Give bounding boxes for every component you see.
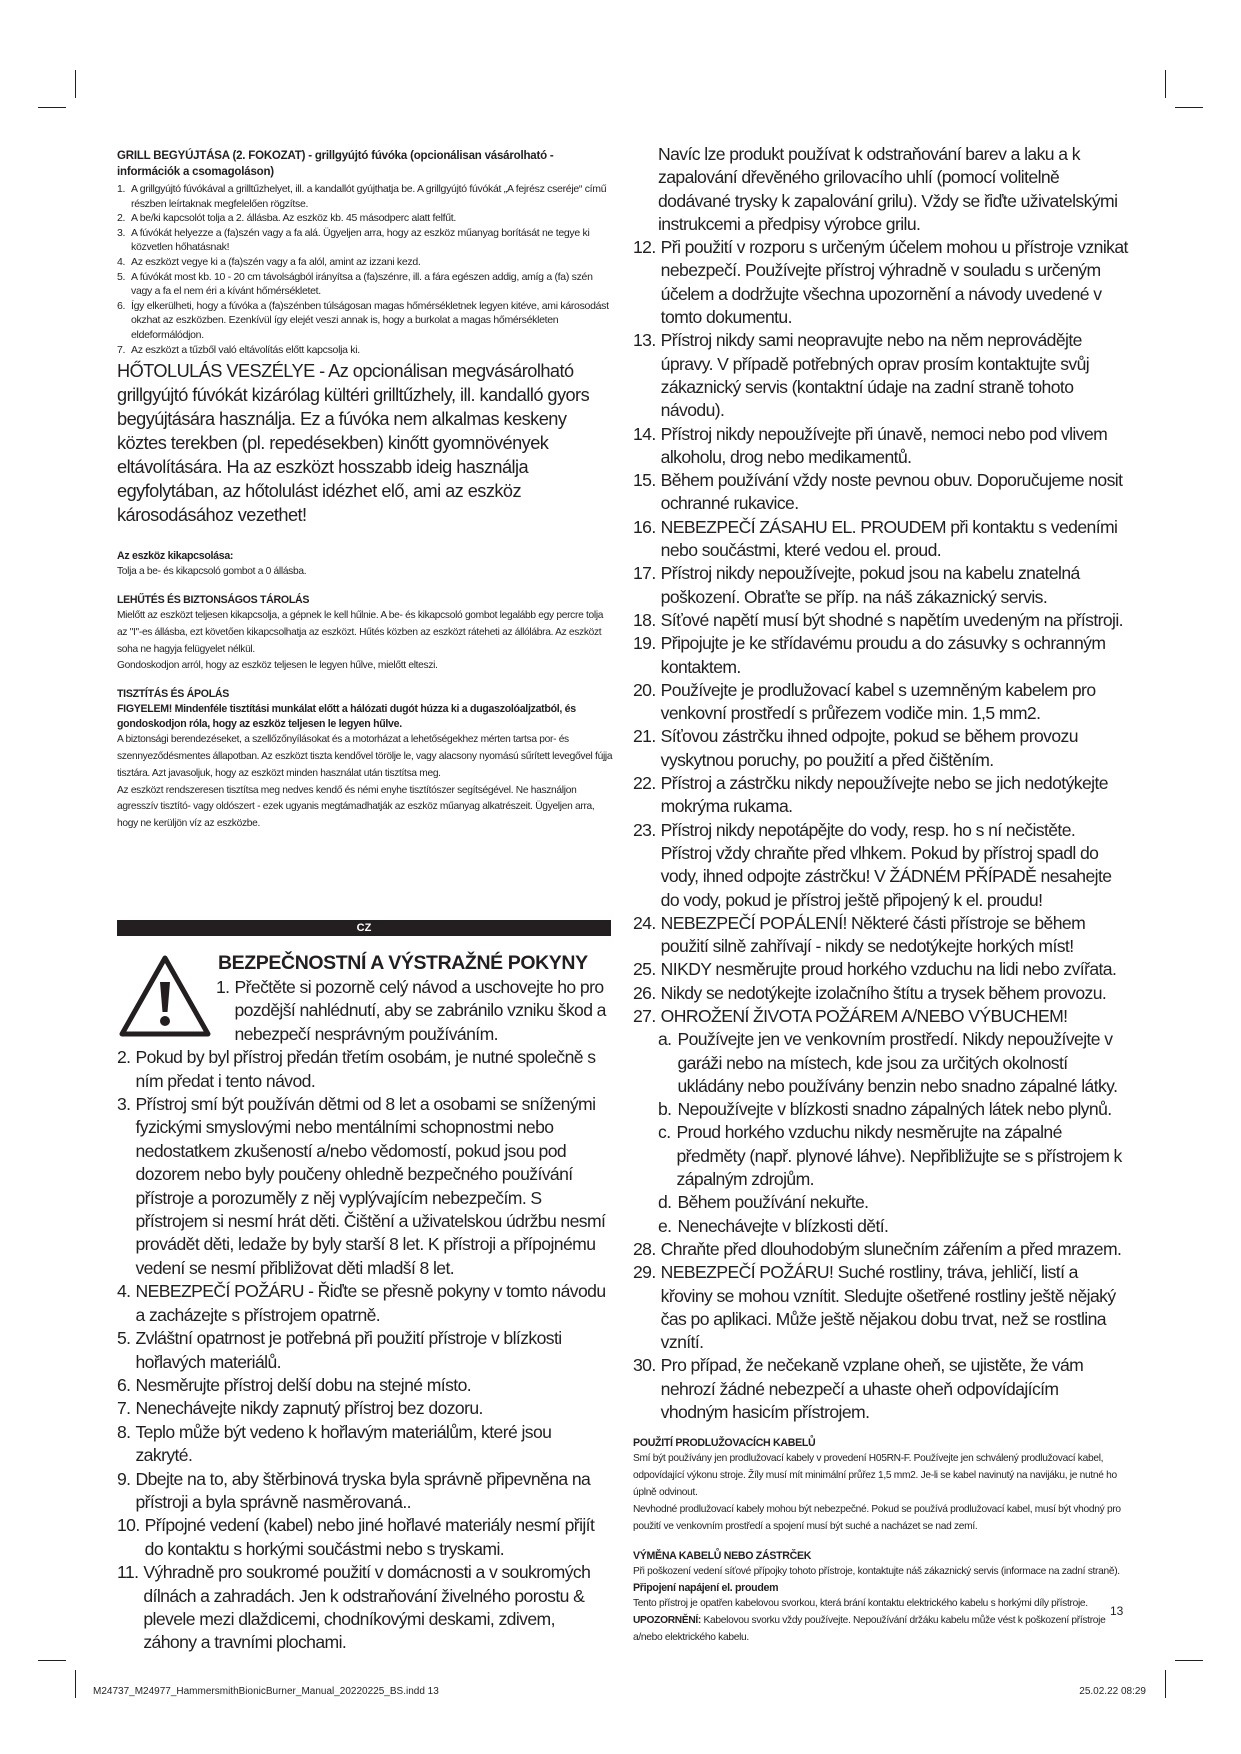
cz-safety-item xyxy=(633,1238,1129,1261)
cz-safety-text: Během používání vždy noste pevnou obuv. Doporučujeme nosit ochranné rukavice. xyxy=(660,470,1123,514)
grill-step-item xyxy=(117,255,613,270)
cz-safety-number: 24. xyxy=(633,912,656,933)
cz-safety-number: 10. xyxy=(117,1515,140,1536)
cz-safety-item xyxy=(633,469,1129,516)
grill-step-number: 1. xyxy=(117,183,126,195)
power-text: Tento přístroj je opatřen kabelovou svorkou, která brání kontaktu elektrického kabelu s horkými díly přístroje. xyxy=(633,1598,1088,1610)
cz-sub-number: d. xyxy=(658,1192,672,1213)
grill-step-text: Így elkerülheti, hogy a fúvóka a (fa)szénben túlságosan magas hőmérsékletnek legyen kitéve, ami károsodást okzhat az eszközben. Ezenkívül így elejét veszi annak is, hogy a burkolat a magas hőmérsékleten eldeformálódjon. xyxy=(131,299,609,341)
cz-safety-item xyxy=(117,1280,611,1327)
cz-safety-item xyxy=(633,516,1129,563)
cz-sub-number: b. xyxy=(658,1099,672,1120)
grill-step-number: 6. xyxy=(117,299,126,312)
cz-safety-item xyxy=(633,632,1129,679)
cz-safety-item xyxy=(633,725,1129,772)
cz-sub-list xyxy=(633,1028,1129,1238)
cz-safety-item xyxy=(633,912,1129,959)
cz-safety-number: 3. xyxy=(117,1094,131,1115)
cooling-text-2: Gondoskodjon arról, hogy az eszköz teljesen le legyen hűlve, mielőtt elteszi. xyxy=(117,660,438,672)
cz-sub-text: Používejte jen ve venkovním prostředí. Nikdy nepoužívejte v garáži nebo na místech, kde jsou za určitých okolností ukládány nebo používány benzin nebo snadno zápalné látky. xyxy=(677,1029,1118,1096)
cz-safety-text: OHROŽENÍ ŽIVOTA POŽÁREM A/NEBO VÝBUCHEM! xyxy=(660,1005,1068,1026)
cz-sub-number: a. xyxy=(658,1029,672,1050)
cz-safety-item xyxy=(117,1397,611,1420)
cz-sub-text: Během používání nekuřte. xyxy=(677,1192,869,1213)
cz-sub-text: Proud horkého vzduchu nikdy nesměrujte na zápalné předměty (např. plynové láhve). Nepřibližujte se s přístrojem k zápalným zdrojům. xyxy=(676,1122,1122,1190)
cz-safety-number: 19. xyxy=(633,633,656,654)
cz-sub-item xyxy=(633,1191,1129,1214)
cz-safety-text: Přečtěte si pozorně celý návod a uschovejte ho pro pozdější nahlédnutí, aby se zabránilo vzniku škod a nebezpečí nesprávným používáním. xyxy=(234,977,606,1044)
cz-safety-item xyxy=(117,1374,611,1397)
cz-safety-item xyxy=(633,982,1129,1005)
cz-safety-number: 25. xyxy=(633,959,656,980)
cz-sub-number: c. xyxy=(658,1122,671,1143)
overheat-warning: HŐTOLULÁS VESZÉLYE - Az opcionálisan megvásárolható grillgyújtó fúvókát kizárólag kültéri grilltűzhely, ill. kandalló gyors begyújtására használja. Ez a fúvóka nem alkalmas keskeny köztes terekben (pl. repedésekben) kinőtt gyomnövények eltávolítására. Ha az eszközt hosszabb ideig használja egyfolytában, az hőtolulást idézhet elő, ami az eszköz károsodásához vezethet! xyxy=(117,361,590,526)
cz-safety-item xyxy=(117,976,611,1046)
language-bar-cz: CZ xyxy=(117,920,611,936)
cz-safety-text: Chraňte před dlouhodobým slunečním zářením a před mrazem. xyxy=(660,1238,1122,1259)
cz-safety-text: NIKDY nesměrujte proud horkého vzduchu na lidi nebo zvířata. xyxy=(660,959,1117,980)
cz-safety-text: Dbejte na to, aby štěrbinová tryska byla správně připevněna na přístroji a byla správně nasměrovaná.. xyxy=(135,1468,591,1512)
cooling-heading: LEHŰTÉS ÉS BIZTONSÁGOS TÁROLÁS xyxy=(117,593,310,606)
cz-safety-text: Při použití v rozporu s určeným účelem mohou u přístroje vznikat nebezpečí. Používejte přístroj výhradně v souladu s určeným účelem a dodržujte všechna upozornění a návody uvedené v tomto dokumentu. xyxy=(660,237,1128,328)
grill-step-text: A fúvókát most kb. 10 - 20 cm távolságból irányítsa a (fa)szénre, ill. a fára egészen addig, amíg a (fa) szén vagy a fa el nem éri a kívánt hőmérsékletet. xyxy=(131,270,593,298)
cz-safety-number: 15. xyxy=(633,470,656,491)
note-label: UPOZORNĚNÍ: xyxy=(633,1614,702,1626)
cz-sub-item xyxy=(633,1215,1129,1238)
cz-safety-item xyxy=(117,1327,611,1374)
cz-safety-item xyxy=(633,958,1129,981)
cz-safety-number: 27. xyxy=(633,1005,656,1026)
off-text: Tolja a be- és kikapcsoló gombot a 0 állásba. xyxy=(117,566,307,578)
cz-safety-number: 20. xyxy=(633,679,656,700)
cz-safety-item xyxy=(633,329,1129,422)
grill-step-number: 4. xyxy=(117,255,126,268)
cz-safety-text: Síťové napětí musí být shodné s napětím uvedeným na přístroji. xyxy=(660,609,1123,630)
grill-step-number: 2. xyxy=(117,212,126,225)
cz-sub-text: Nenechávejte v blízkosti dětí. xyxy=(677,1215,889,1236)
cable-heading: VÝMĚNA KABELŮ NEBO ZÁSTRČEK xyxy=(633,1550,812,1563)
crop-mark xyxy=(75,1670,76,1698)
cz-safety-item xyxy=(117,1421,611,1468)
cz-safety-number: 7. xyxy=(117,1398,131,1419)
grill-step-text: A grillgyújtó fúvókával a grilltűzhelyet, ill. a kandallót gyújthatja be. A grillgyújtó fúvókát „A fejrész cseréje“ című részben leírtaknak megfelelően rögzítse. xyxy=(131,183,607,210)
extension-text: Smí být používány jen prodlužovací kabely v provedení H05RN-F. Používejte jen schválený prodlužovací kabel, odpovídající výkonu stroje. Žíly musí mít minimální průřez 1,5 mm2. Je-li se kabel navinutý na navijáku, je nutné ho úplně odvinout. xyxy=(633,1453,1117,1498)
cz-safety-item xyxy=(633,562,1129,609)
cz-safety-item xyxy=(633,1005,1129,1028)
cz-sub-item xyxy=(633,1028,1129,1098)
cz-safety-number: 9. xyxy=(117,1468,131,1489)
crop-mark xyxy=(75,70,76,98)
cz-safety-item xyxy=(633,679,1129,726)
off-heading: Az eszköz kikapcsolása: xyxy=(117,550,234,563)
cz-safety-number: 5. xyxy=(117,1328,131,1349)
cz-safety-number: 13. xyxy=(633,330,656,351)
cz-safety-number: 14. xyxy=(633,423,656,444)
grill-step-number: 5. xyxy=(117,270,126,283)
grill-step-number: 3. xyxy=(117,226,126,239)
crop-mark xyxy=(1175,1660,1203,1661)
cz-safety-text: Používejte je prodlužovací kabel s uzemněným kabelem pro venkovní prostředí s průřezem vodiče min. 1,5 mm2. xyxy=(660,679,1096,724)
cz-safety-item xyxy=(117,1046,611,1093)
cz-safety-number: 1. xyxy=(216,977,230,997)
cz-safety-item xyxy=(117,1468,611,1515)
cz-safety-text: Přístroj a zástrčku nikdy nepoužívejte nebo se jich nedotýkejte mokrýma rukama. xyxy=(660,773,1108,817)
cz-safety-item xyxy=(117,1561,611,1655)
cz-safety-text: Přístroj nikdy nepoužívejte, pokud jsou na kabelu znatelná poškození. Obraťte se příp. na náš zákaznický servis. xyxy=(660,563,1080,607)
grill-step-text: Az eszközt a tűzből való eltávolítás előtt kapcsolja ki. xyxy=(131,343,360,356)
cz-safety-list-right xyxy=(633,236,1129,1028)
power-heading: Připojení napájení el. proudem xyxy=(633,1582,779,1595)
cleaning-text: A biztonsági berendezéseket, a szellőzőnyílásokat és a motorházat a lehetőségekhez mérten tartsa por- és szennyeződésmentes állapotban. Az eszközt tiszta kendővel törölje le, vagy alacsony nyomású sűrített levegővel fújja tisztára. Azt javasoljuk, hogy az eszközt minden használat után tisztítsa meg. xyxy=(117,734,613,779)
cz-safety-list-right-2 xyxy=(633,1238,1129,1424)
cz-sub-item xyxy=(633,1121,1129,1191)
cz-safety-number: 26. xyxy=(633,982,656,1003)
grill-steps-list xyxy=(117,182,613,357)
cz-safety-text: NEBEZPEČÍ POŽÁRU - Řiďte se přesně pokyny v tomto návodu a zacházejte s přístrojem opatrně. xyxy=(135,1281,606,1325)
cleaning-text-2: Az eszközt rendszeresen tisztítsa meg nedves kendő és némi enyhe tisztítószer segítségével. Ne használjon agresszív tisztító- vagy oldószert - ezek ugyanis megtámadhatják az eszköz műanyag alkatrészeit. Ügyeljen arra, hogy ne kerüljön víz az eszközbe. xyxy=(117,784,595,830)
cz-safety-number: 12. xyxy=(633,237,656,258)
grill-step-item xyxy=(117,299,613,343)
cz-safety-text: NEBEZPEČÍ POPÁLENÍ! Některé části přístroje se během použití silně zahřívají - nikdy se nedotýkejte horkých míst! xyxy=(660,912,1086,957)
extension-heading: POUŽITÍ PRODLUŽOVACÍCH KABELŮ xyxy=(633,1437,816,1450)
right-column xyxy=(633,143,1129,1647)
grill-step-number: 7. xyxy=(117,343,126,356)
cz-safety-number: 4. xyxy=(117,1281,131,1302)
crop-mark xyxy=(38,107,66,108)
page-number: 13 xyxy=(1110,1604,1124,1618)
crop-mark xyxy=(1175,107,1203,108)
cz-safety-text: Přístroj nikdy sami neopravujte nebo na něm neprovádějte úpravy. V případě potřebných oprav prosím kontaktujte svůj zákaznický servis (kontaktní údaje na zadní straně tohoto návodu). xyxy=(660,330,1090,421)
cz-safety-text: Teplo může být vedeno k hořlavým materiálům, které jsou zakryté. xyxy=(135,1421,552,1466)
cz-safety-text: NEBEZPEČÍ POŽÁRU! Suché rostliny, tráva, jehličí, listí a křoviny se mohou vznítit. Sledujte ošetřené rostliny ještě nějaký čas po aplikaci. Může ještě nějakou dobu trvat, než se rostlina vznítí. xyxy=(660,1262,1116,1353)
cleaning-heading: TISZTÍTÁS ÉS ÁPOLÁS xyxy=(117,688,230,701)
cz-safety-item xyxy=(633,236,1129,329)
cz-sub-number: e. xyxy=(658,1215,672,1236)
crop-mark xyxy=(38,1660,66,1661)
continuation-text: Navíc lze produkt používat k odstraňování barev a laku a k zapalování dřevěného grilovacího uhlí (pomocí volitelně dodávané trysky k zapalování grilu). Vždy se řiďte uživatelskými instrukcemi a předpisy výrobce grilu. xyxy=(658,144,1118,234)
cz-safety-number: 6. xyxy=(117,1374,131,1395)
crop-mark xyxy=(1165,1670,1166,1698)
cz-safety-item xyxy=(633,772,1129,819)
note-text: Kabelovou svorku vždy používejte. Nepoužívání držáku kabelu může vést k poškození přístroje a/nebo elektrického kabelu. xyxy=(633,1614,1106,1643)
grill-step-item xyxy=(117,226,613,255)
cz-safety-text: Nikdy se nedotýkejte izolačního štítu a trysek během provozu. xyxy=(660,982,1107,1003)
cz-sub-text: Nepoužívejte v blízkosti snadno zápalných látek nebo plynů. xyxy=(677,1099,1112,1120)
cz-safety-text: Výhradně pro soukromé použití v domácnosti a v soukromých dílnách a zahradách. Jen k odstraňování živelného porostu & plevele mezi dlaždicemi, chodníkovými deskami, zdivem, záhony a travními plochami. xyxy=(143,1562,591,1653)
cz-safety-text: Přípojné vedení (kabel) nebo jiné hořlavé materiály nesmí přijít do kontaktu s horkými součástmi nebo s tryskami. xyxy=(144,1515,595,1559)
cooling-text: Mielőtt az eszközt teljesen kikapcsolja, a gépnek le kell hűlnie. A be- és kikapcsoló gombot legalább egy percre tolja az "I"-es állásba, ezt követően kikapcsolhatja az eszközt. Hűtés közben az eszközt ráteheti az állólábra. Az eszközt soha ne hagyja felügyelet nélkül. xyxy=(117,609,604,655)
cz-sub-item xyxy=(633,1098,1129,1121)
cz-safety-item xyxy=(633,1261,1129,1354)
cable-text: Při poškození vedení síťové přípojky tohoto přístroje, kontaktujte náš zákaznický servis (informace na zadní straně). xyxy=(633,1566,1120,1578)
cz-safety-number: 8. xyxy=(117,1421,131,1442)
grill-step-text: A be/ki kapcsolót tolja a 2. állásba. Az eszköz kb. 45 másodperc alatt felfűt. xyxy=(131,212,457,225)
cz-safety-text: Přístroj smí být používán dětmi od 8 let a osobami se sníženými fyzickými smyslovými nebo mentálními schopnostmi nebo nedostatkem zkušeností a/nebo vědomostí, pokud jsou pod dozorem nebo byly poučeny ohledně bezpečného používání přístroje a porozuměly z něj vyplývajícím nebezpečím. S přístrojem si nesmí hrát děti. Čištění a uživatelskou údržbu nesmí provádět děti, ledaže by byly starší 8 let. K přístroji a přípojnému vedení se nesmí přibližovat děti mladší 8 let. xyxy=(135,1094,606,1278)
cz-safety-number: 23. xyxy=(633,819,656,840)
cz-safety-number: 30. xyxy=(633,1355,656,1376)
cz-safety-title: BEZPEČNOSTNÍ A VÝSTRAŽNÉ POKYNY xyxy=(218,952,588,974)
cz-safety-text: Nesměrujte přístroj delší dobu na stejné místo. xyxy=(135,1374,472,1395)
cz-safety-text: Pokud by byl přístroj předán třetím osobám, je nutné společně s ním předat i tento návod. xyxy=(135,1047,596,1091)
cz-safety-item xyxy=(633,819,1129,912)
grill-step-text: A fúvókát helyezze a (fa)szén vagy a fa alá. Ügyeljen arra, hogy az eszköz műanyag borítását ne tegye ki közvetlen hőhatásnak! xyxy=(131,226,590,254)
cz-safety-text: Pro případ, že nečekaně vzplane oheň, se ujistěte, že vám nehrozí žádné nebezpečí a uhaste oheň odpovídajícím vhodným hasicím přístrojem. xyxy=(660,1355,1084,1423)
cz-safety-text: Nenechávejte nikdy zapnutý přístroj bez dozoru. xyxy=(135,1398,483,1419)
cz-safety-text: Síťovou zástrčku ihned odpojte, pokud se během provozu vyskytnou poruchy, po použití a před čištěním. xyxy=(660,726,1078,770)
cz-safety-number: 17. xyxy=(633,563,656,584)
cz-safety-item xyxy=(117,1093,611,1280)
cz-safety-number: 28. xyxy=(633,1238,656,1259)
cz-safety-text: Přístroj nikdy nepotápějte do vody, resp. ho s ní nečistěte. Přístroj vždy chraňte před vlhkem. Pokud by přístroj spadl do vody, ihned odpojte zástrčku! V ŽÁDNÉM PŘÍPADĚ nesahejte do vody, pokud je přístroj ještě připojený k el. proudu! xyxy=(660,819,1112,910)
cz-safety-text: Připojujte je ke střídavému proudu a do zásuvky s ochranným kontaktem. xyxy=(660,633,1106,677)
crop-mark xyxy=(1165,70,1166,98)
grill-heading: GRILL BEGYÚJTÁSA (2. FOKOZAT) - grillgyújtó fúvóka (opcionálisan vásárolható - információk a csomagoláson) xyxy=(117,150,554,178)
cz-safety-number: 22. xyxy=(633,773,656,794)
left-column xyxy=(117,148,613,833)
grill-step-item xyxy=(117,270,613,299)
cz-safety-item xyxy=(117,1514,611,1561)
cz-safety-text: Přístroj nikdy nepoužívejte při únavě, nemoci nebo pod vlivem alkoholu, drog nebo medikamentů. xyxy=(660,423,1108,467)
cleaning-warning: FIGYELEM! Mindenféle tisztítási munkálat előtt a hálózati dugót húzza ki a dugaszolóaljzatból, és gondoskodjon róla, hogy az eszköz teljesen le legyen hűlve. xyxy=(117,703,576,731)
cz-safety-item xyxy=(633,423,1129,470)
footer-file-name: M24737_M24977_HammersmithBionicBurner_Manual_20220225_BS.indd 13 xyxy=(93,1686,439,1697)
footer-timestamp: 25.02.22 08:29 xyxy=(1079,1686,1146,1697)
cz-safety-list-left xyxy=(117,976,611,1655)
cz-safety-number: 21. xyxy=(633,726,656,747)
grill-step-item xyxy=(117,182,613,211)
grill-step-text: Az eszközt vegye ki a (fa)szén vagy a fa alól, amint az izzani kezd. xyxy=(131,255,421,268)
cz-safety-text: Zvláštní opatrnost je potřebná při použití přístroje v blízkosti hořlavých materiálů. xyxy=(135,1328,562,1372)
cz-safety-number: 29. xyxy=(633,1262,656,1283)
cz-safety-number: 11. xyxy=(117,1562,139,1583)
grill-step-item xyxy=(117,211,613,226)
extension-text-2: Nevhodné prodlužovací kabely mohou být nebezpečné. Pokud se používá prodlužovací kabel, musí být vhodný pro použití ve venkovním prostředí a spojení musí být suché a nacházet se nad zemí. xyxy=(633,1503,1121,1532)
note-paragraph xyxy=(633,1613,1129,1647)
cz-safety-number: 18. xyxy=(633,609,656,630)
cz-safety-number: 16. xyxy=(633,516,656,537)
cz-safety-text: NEBEZPEČÍ ZÁSAHU EL. PROUDEM při kontaktu s vedeními nebo součástmi, které vedou el. proud. xyxy=(660,516,1118,561)
cz-safety-number: 2. xyxy=(117,1047,131,1068)
cz-safety-item xyxy=(633,609,1129,632)
grill-step-item xyxy=(117,343,613,358)
cz-safety-item xyxy=(633,1354,1129,1424)
